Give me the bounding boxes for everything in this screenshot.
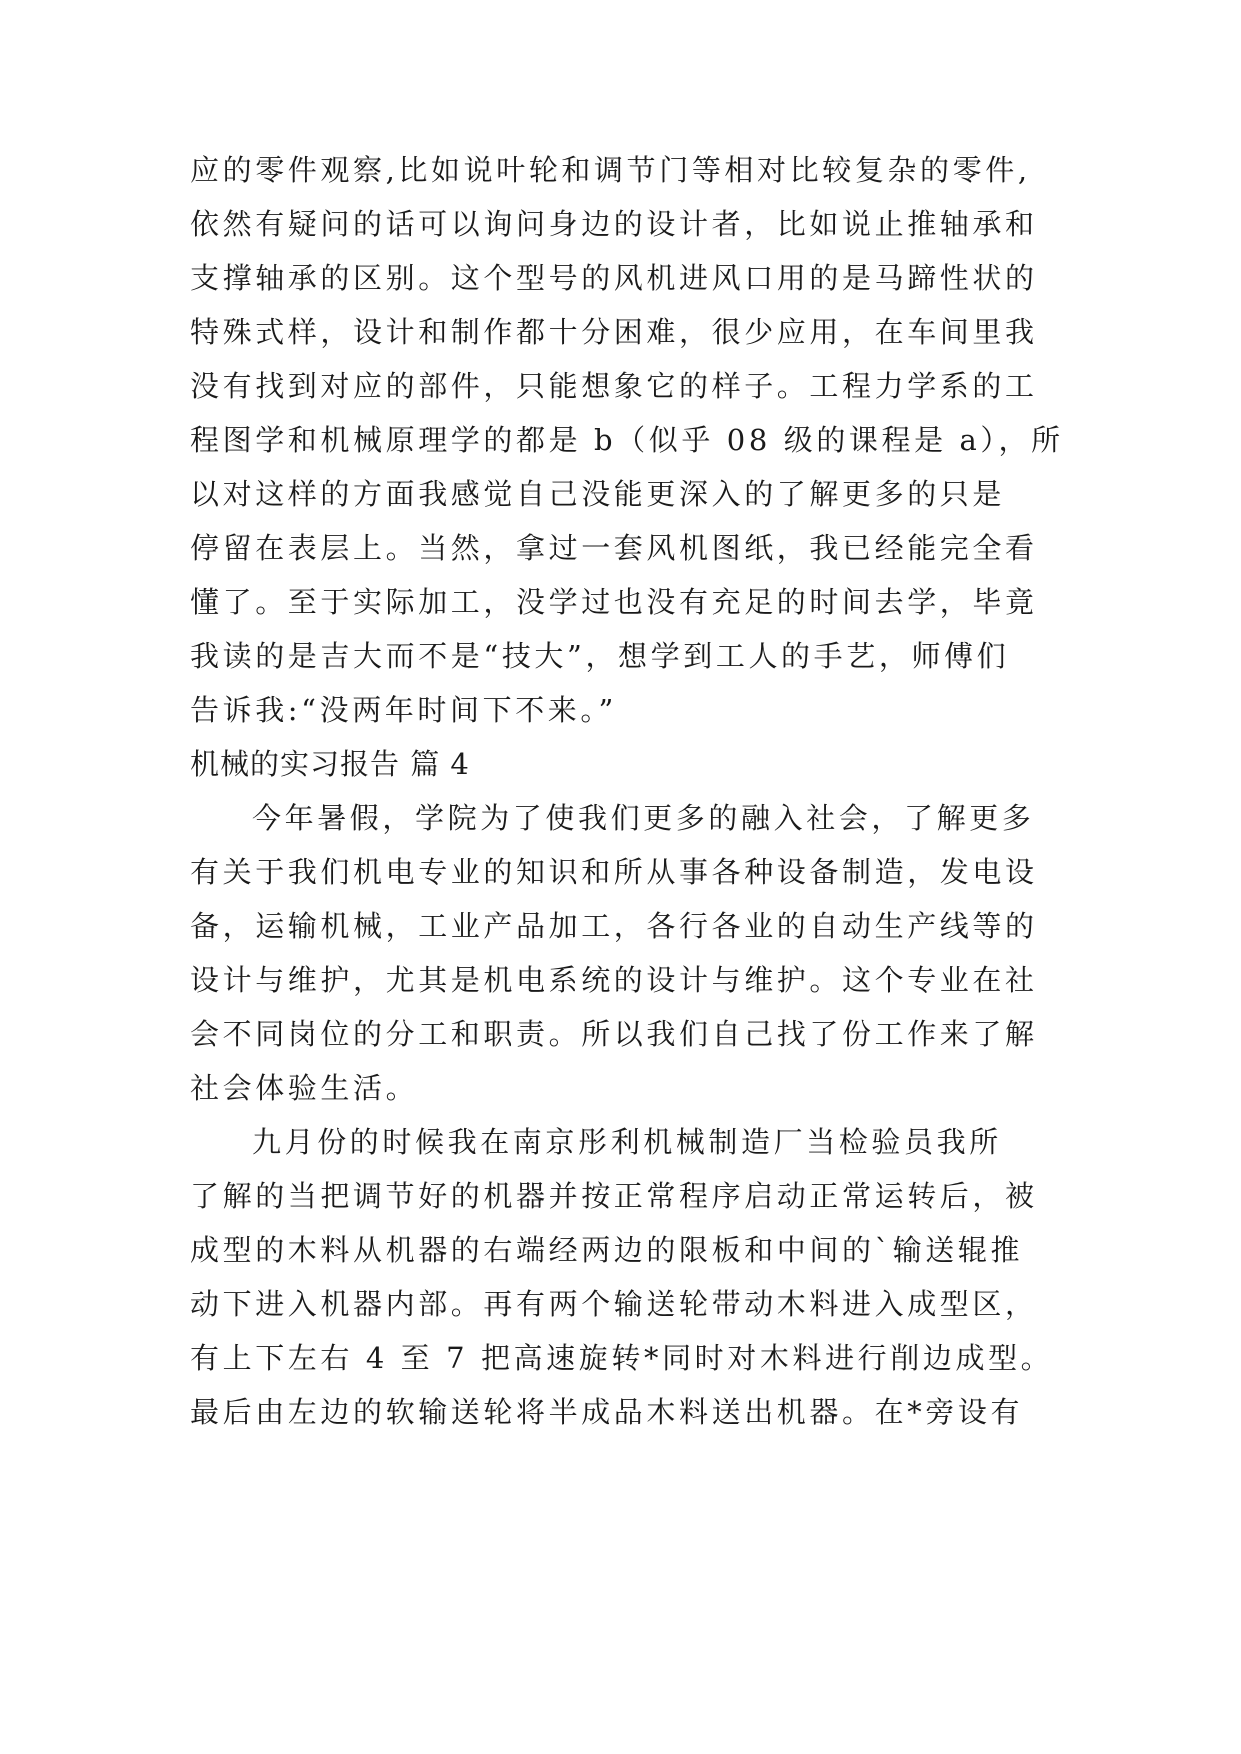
text-line: 社会体验生活。 — [190, 1071, 419, 1105]
paragraph-first-line: 今年暑假，学院为了使我们更多的融入社会，了解更多 — [252, 801, 1035, 835]
text-line: 有上下左右 4 至 7 把高速旋转*同时对木料进行削边成型。 — [190, 1341, 1054, 1375]
text-line: 备，运输机械，工业产品加工，各行各业的自动生产线等的 — [190, 909, 1038, 943]
text-line: 以对这样的方面我感觉自己没能更深入的了解更多的只是 — [190, 477, 1006, 511]
text-line: 设计与维护，尤其是机电系统的设计与维护。这个专业在社 — [190, 963, 1038, 997]
text-line: 告诉我:“没两年时间下不来。” — [190, 693, 617, 727]
text-line: 停留在表层上。当然，拿过一套风机图纸，我已经能完全看 — [190, 531, 1038, 565]
text-line: 会不同岗位的分工和职责。所以我们自己找了份工作来了解 — [190, 1017, 1038, 1051]
text-line: 了解的当把调节好的机器并按正常程序启动正常运转后，被 — [190, 1179, 1038, 1213]
text-line: 动下进入机器内部。再有两个输送轮带动木料进入成型区， — [190, 1287, 1038, 1321]
text-line: 依然有疑问的话可以询问身边的设计者，比如说止推轴承和 — [190, 207, 1038, 241]
text-line: 程图学和机械原理学的都是 b（似乎 08 级的课程是 a），所 — [190, 423, 1064, 457]
section-heading: 机械的实习报告 篇 4 — [190, 747, 470, 781]
text-line: 应的零件观察,比如说叶轮和调节门等相对比较复杂的零件, — [190, 153, 1031, 187]
text-line: 我读的是吉大而不是“技大”，想学到工人的手艺，师傅们 — [190, 639, 1010, 673]
paragraph-first-line: 九月份的时候我在南京彤利机械制造厂当检验员我所 — [252, 1125, 1002, 1159]
text-line: 成型的木料从机器的右端经两边的限板和中间的`输送辊推 — [190, 1233, 1024, 1267]
text-line: 支撑轴承的区别。这个型号的风机进风口用的是马蹄性状的 — [190, 261, 1038, 295]
text-line: 懂了。至于实际加工，没学过也没有充足的时间去学，毕竟 — [190, 585, 1038, 619]
text-line: 特殊式样，设计和制作都十分困难，很少应用，在车间里我 — [190, 315, 1038, 349]
text-line: 最后由左边的软输送轮将半成品木料送出机器。在*旁设有 — [190, 1395, 1024, 1429]
text-line: 没有找到对应的部件，只能想象它的样子。工程力学系的工 — [190, 369, 1038, 403]
text-line: 有关于我们机电专业的知识和所从事各种设备制造，发电设 — [190, 855, 1038, 889]
